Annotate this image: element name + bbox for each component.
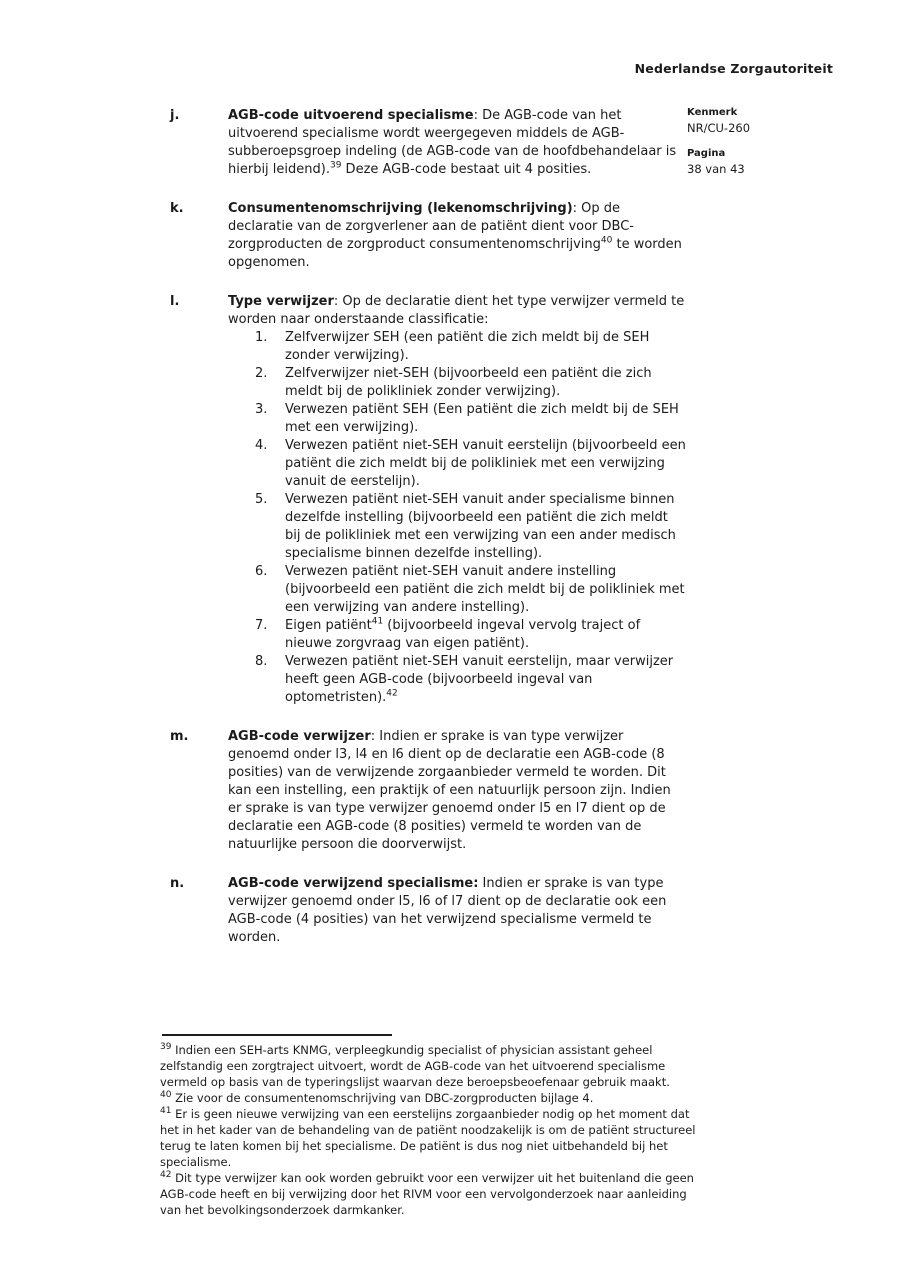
footnote-ref: 41 <box>371 616 384 627</box>
sublist-text <box>285 401 686 437</box>
org-title: Nederlandse Zorgautoriteit <box>634 61 833 76</box>
item-row <box>170 728 686 854</box>
text-segment: Verwezen patiënt niet-SEH vanuit ander specialisme binnen dezelfde instelling (bijvoorbeeld een patiënt die zich meldt bij de polikliniek met een verwijzing van een ander medisch specialisme binnen dezelfde instelling). <box>285 492 676 561</box>
text-segment: AGB-code uitvoerend specialisme <box>228 108 474 123</box>
text-segment: Eigen patiënt <box>285 618 372 633</box>
item-paragraph <box>228 875 686 947</box>
sublist-text <box>285 653 686 707</box>
item-row <box>170 107 686 179</box>
item-text <box>228 728 686 854</box>
footnote-text: Indien een SEH-arts KNMG, verpleegkundig specialist of physician assistant geheel zelfstandig een zorgtraject uitvoert, wordt de AGB-code van het uitvoerend specialisme vermeld op basis van de typeringslijst waarvan deze beroepsbeoefenaar gebruik maakt. <box>160 1043 670 1089</box>
footnote-text: Dit type verwijzer kan ook worden gebruikt voor een verwijzer uit het buitenland die geen AGB-code heeft en bij verwijzing door het RIVM voor een vervolgonderzoek naar aanleiding van het bevolkingsonderzoek darmkanker. <box>160 1171 694 1217</box>
sublist-number: 8. <box>255 654 268 669</box>
footnote-item <box>160 1042 700 1090</box>
sublist-text <box>285 329 686 365</box>
footnote-ref: 42 <box>386 688 398 699</box>
sublist-row <box>228 653 686 707</box>
text-segment: te worden opgenomen. <box>228 237 682 270</box>
item-letter-label: k. <box>170 201 184 216</box>
footnote-number: 40 <box>160 1090 172 1101</box>
footnote-ref: 40 <box>600 235 613 246</box>
text-segment: : Op de declaratie van de zorgverlener aan de patiënt dient voor DBC-zorgproducten de zorgproduct consumentenomschrijving <box>228 201 635 252</box>
sublist-number: 5. <box>255 492 268 507</box>
sublist-text <box>285 563 686 617</box>
item-text <box>228 293 686 707</box>
text-segment: Zelfverwijzer SEH (een patiënt die zich meldt bij de SEH zonder verwijzing). <box>285 330 650 363</box>
sublist-number: 3. <box>255 402 268 417</box>
sublist-row <box>228 365 686 401</box>
item-row <box>170 200 686 272</box>
text-segment: Verwezen patiënt niet-SEH vanuit eerstelijn, maar verwijzer heeft geen AGB-code (bijvoorbeeld ingeval van optometristen). <box>285 654 674 705</box>
text-segment: AGB-code verwijzer <box>228 729 371 744</box>
item-text <box>228 200 686 272</box>
item-row <box>170 875 686 947</box>
footnote-list <box>160 1042 700 1218</box>
pagina-group <box>687 148 750 176</box>
text-segment: Consumentenomschrijving (lekenomschrijving) <box>228 201 573 216</box>
sublist-row <box>228 401 686 437</box>
sublist-row <box>228 617 686 653</box>
document-meta-sidebar <box>687 107 750 189</box>
footnote-item <box>160 1106 700 1170</box>
sublist-row <box>228 563 686 617</box>
text-segment: Deze AGB-code bestaat uit 4 posities. <box>341 162 592 177</box>
footnote-separator-rule <box>162 1034 392 1036</box>
footnote-text: Er is geen nieuwe verwijzing van een eerstelijns zorgaanbieder nodig op het moment dat het in het kader van de behandeling van de patiënt noodzakelijk is om de patiënt structureel terug te laten komen bij het specialisme. De patiënt is dus nog niet uitbehandeld bij het specialisme. <box>160 1107 696 1169</box>
sublist-row <box>228 437 686 491</box>
kenmerk-group <box>687 107 750 135</box>
text-segment: : Op de declaratie dient het type verwijzer vermeld te worden naar onderstaande classificatie: <box>228 294 685 327</box>
kenmerk-value: NR/CU-260 <box>687 121 751 135</box>
item-paragraph <box>228 728 686 854</box>
sublist-number: 6. <box>255 564 268 579</box>
sublist-row <box>228 491 686 563</box>
text-segment: Indien er sprake is van type verwijzer genoemd onder l5, l6 of l7 dient op de declaratie ook een AGB-code (4 posities) van het verwijzend specialisme vermeld te worden. <box>228 876 667 945</box>
footnote-number: 39 <box>160 1042 172 1053</box>
text-segment: Verwezen patiënt niet-SEH vanuit andere instelling (bijvoorbeeld een patiënt die zich meldt bij de polikliniek met een verwijzing van andere instelling). <box>285 564 685 615</box>
item-text <box>228 107 686 179</box>
text-segment: Verwezen patiënt niet-SEH vanuit eerstelijn (bijvoorbeeld een patiënt die zich meldt bij de polikliniek met een verwijzing vanuit de eerstelijn). <box>285 438 686 489</box>
item-paragraph <box>228 107 686 179</box>
item-letter-label: n. <box>170 876 185 891</box>
pagina-value: 38 van 43 <box>687 162 745 176</box>
text-segment: Verwezen patiënt SEH (Een patiënt die zich meldt bij de SEH met een verwijzing). <box>285 402 679 435</box>
text-segment: Type verwijzer <box>228 294 334 309</box>
sublist-number: 1. <box>255 330 268 345</box>
document-body <box>170 107 686 968</box>
text-segment: (bijvoorbeeld ingeval vervolg traject of nieuwe zorgvraag van eigen patiënt). <box>285 618 641 651</box>
sublist-number: 4. <box>255 438 268 453</box>
footnote-number: 41 <box>160 1106 172 1117</box>
item-letter-label: l. <box>170 294 180 309</box>
item-text <box>228 875 686 947</box>
sublist-text <box>285 617 686 653</box>
item-paragraph <box>228 293 686 329</box>
sublist-number: 2. <box>255 366 268 381</box>
item-letter-label: j. <box>170 108 180 123</box>
item-letter-label: m. <box>170 729 189 744</box>
sublist-text <box>285 491 686 563</box>
text-segment: : Indien er sprake is van type verwijzer genoemd onder l3, l4 en l6 dient op de declaratie een AGB-code (8 posities) van de verwijzende zorgaanbieder vermeld te worden. Dit kan een instelling, een praktijk of een natuurlijk persoon zijn. Indien er sprake is van type verwijzer genoemd onder l5 en l7 dient op de declaratie een AGB-code (8 posities) vermeld te worden van de natuurlijke persoon die doorverwijst. <box>228 729 671 852</box>
footnote-item <box>160 1090 700 1106</box>
pagina-label: Pagina <box>687 148 726 159</box>
footnote-item <box>160 1170 700 1218</box>
kenmerk-label: Kenmerk <box>687 107 738 118</box>
footnote-block <box>160 1034 700 1218</box>
footnote-number: 42 <box>160 1170 172 1181</box>
footnote-ref: 39 <box>329 160 342 171</box>
text-segment: : De AGB-code van het uitvoerend specialisme wordt weergegeven middels de AGB-subberoepsgroep indeling (de AGB-code van de hoofdbehandelaar is hierbij leidend). <box>228 108 677 177</box>
sublist-row <box>228 329 686 365</box>
item-row <box>170 293 686 707</box>
text-segment: Zelfverwijzer niet-SEH (bijvoorbeeld een patiënt die zich meldt bij de polikliniek zonder verwijzing). <box>285 366 652 399</box>
sublist-number: 7. <box>255 618 268 633</box>
sublist-text <box>285 365 686 401</box>
footnote-text: Zie voor de consumentenomschrijving van DBC-zorgproducten bijlage 4. <box>171 1091 594 1105</box>
sublist-text <box>285 437 686 491</box>
item-paragraph <box>228 200 686 272</box>
text-segment: AGB-code verwijzend specialisme: <box>228 876 479 891</box>
